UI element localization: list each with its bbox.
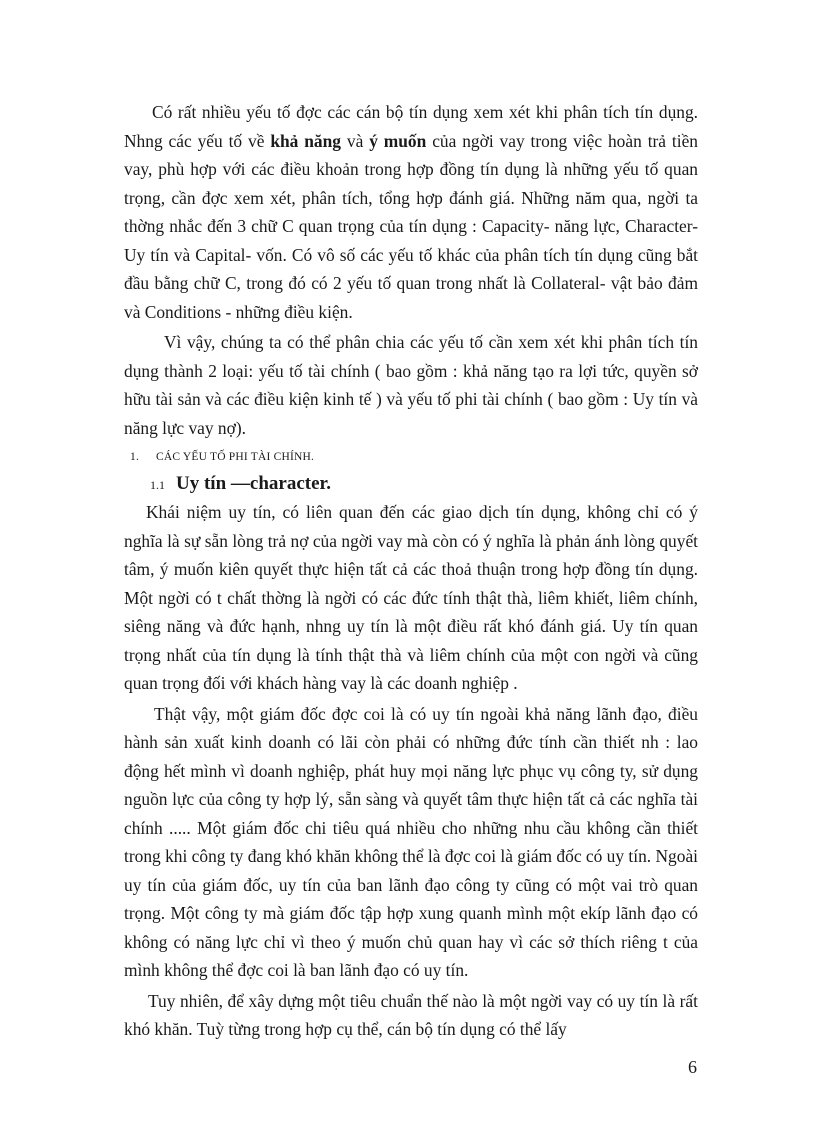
page-number: 6	[688, 1057, 697, 1077]
page-body	[124, 98, 698, 1044]
paragraph-reputation-concept: Khái niệm uy tín, có liên quan đến các giao dịch tín dụng, không chỉ có ý nghĩa là sự sẵn lòng trả nợ của ngời vay mà còn có ý nghĩa là phản ánh lòng quyết tâm, ý muốn kiên quyết thực hiện tất cả các thoả thuận trong hợp đồng tín dụng. Một ngời có t chất thờng là ngời có các đức tính thật thà, liêm khiết, liêm chính, siêng năng và đức hạnh, nhng uy tín là một điều rất khó đánh giá. Uy tín quan trọng nhất của tín dụng là tính thật thà và liêm chính của một con ngời và cũng quan trọng đối với khách hàng vay là các doanh nghiệp .	[124, 502, 698, 693]
section-title: CÁC YẾU TỐ PHI TÀI CHÍNH.	[156, 451, 315, 463]
paragraph-classification: Vì vậy, chúng ta có thể phân chia các yếu tố cần xem xét khi phân tích tín dụng thành 2 loại: yếu tố tài chính ( bao gồm : khả năng tạo ra lợi tức, quyền sở hữu tài sản và các điều kiện kinh tế ) và yếu tố phi tài chính ( bao gồm : Uy tín và năng lực vay nợ).	[124, 332, 698, 438]
subsection-title: Uy tín —character.	[176, 473, 331, 494]
section-number: 1.	[130, 451, 140, 463]
section-heading-1	[130, 448, 698, 466]
subsection-number: 1.1	[150, 478, 165, 492]
paragraph-reputation-standard: Tuy nhiên, để xây dựng một tiêu chuẩn thế nào là một ngời vay có uy tín là rất khó khăn. Tuỳ từng trong hợp cụ thể, cán bộ tín dụng có thể lấy	[124, 990, 698, 1039]
paragraph-intro-text-a: Có rất nhiều yếu tố đợc các cán bộ tín dụng xem xét khi phân tích tín dụng. Nhng các yếu tố về	[124, 102, 698, 151]
paragraph-intro	[124, 98, 698, 326]
paragraph-intro-text-c: và	[340, 130, 370, 151]
paragraph-intro-text-d: của ngời vay trong việc hoàn trả tiền vay, phù hợp với các điều khoản trong hợp đồng tín dụng là những yếu tố quan trọng, cần đợc xem xét, phân tích, tổng hợp đánh giá. Những năm qua, ngời ta thờng nhắc đến 3 chữ C quan trọng của tín dụng : Capacity- năng lực, Character- Uy tín và Capital- vốn. Có vô số các yếu tố khác của phân tích tín dụng cũng bắt đầu bằng chữ C, trong đó có 2 yếu tố quan trong nhất là Collateral- vật bảo đảm và Conditions - những điều kiện.	[124, 130, 698, 322]
bold-term-capacity: khả năng	[270, 130, 341, 151]
subsection-heading-1-1	[150, 470, 698, 498]
paragraph-director-reputation: Thật vậy, một giám đốc đợc coi là có uy tín ngoài khả năng lãnh đạo, điều hành sản xuất kinh doanh có lãi còn phải có những đức tính cần thiết nh : lao động hết mình vì doanh nghiệp, phát huy mọi năng lực phục vụ công ty, sử dụng nguồn lực của công ty hợp lý, sẵn sàng và quyết tâm thực hiện tất cả các nghĩa tài chính ..... Một giám đốc chi tiêu quá nhiều cho những nhu cầu không cần thiết trong khi công ty đang khó khăn không thể là đợc coi là giám đốc có uy tín. Ngoài uy tín của giám đốc, uy tín của ban lãnh đạo công ty cũng có một vai trò quan trọng. Một công ty mà giám đốc tập hợp xung quanh mình một ekíp lãnh đạo có không có năng lực chỉ vì theo ý muốn chủ quan hay vì các sở thích riêng t của mình không thể đợc coi là ban lãnh đạo có uy tín.	[124, 703, 698, 980]
bold-term-willingness: ý muốn	[369, 130, 427, 151]
